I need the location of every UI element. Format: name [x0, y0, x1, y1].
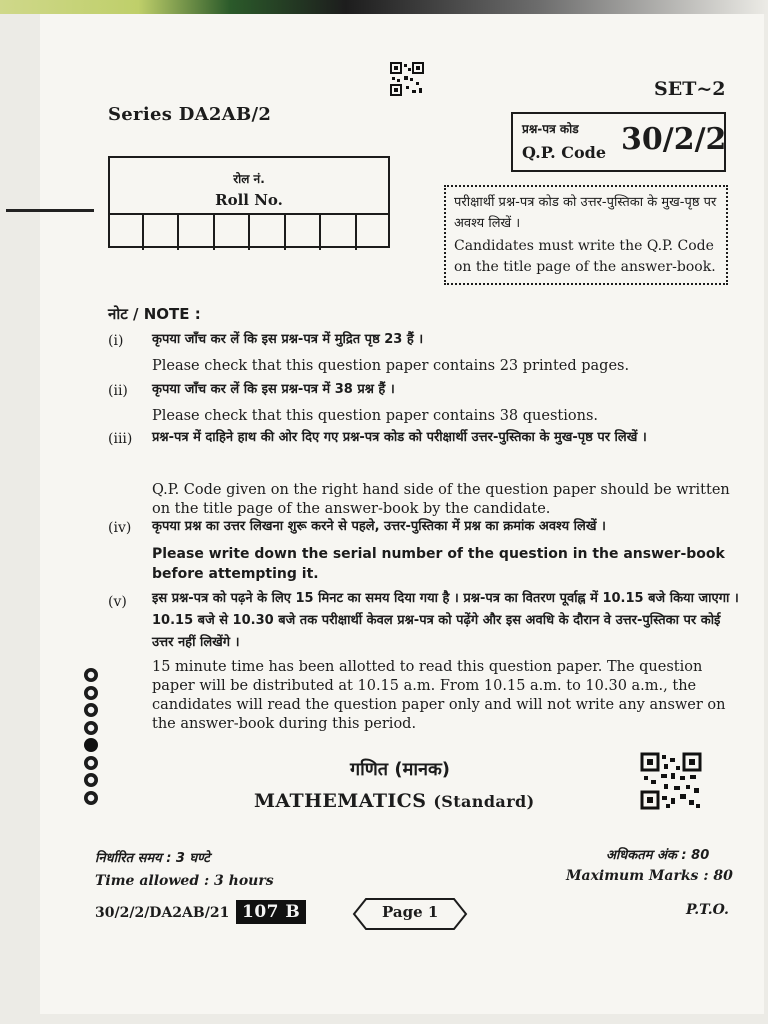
note-text-hindi: कृपया प्रश्न का उत्तर लिखना शुरू करने से पहले, उत्तर-पुस्तिका में प्रश्न का क्रमांक अवश्य लिखें ।: [152, 519, 606, 534]
note-text-hindi: इस प्रश्न-पत्र को पढ़ने के लिए 15 मिनट का समय दिया गया है । प्रश्न-पत्र का वितरण पूर्वाह्न में 10.15 बजे किया जाएगा । 10.15 बजे से 10.30 बजे तक परीक्षार्थी केवल प्रश्न-पत्र को पढ़ेंगे और इस अवधि के दौरान वे उत्तर-पुस्तिका पर कोई उत्तर नहीं लिखेंगे ।: [152, 591, 739, 650]
note-heading: नोट / NOTE :: [108, 305, 201, 323]
hole-icon: [84, 686, 98, 700]
subject-title: [254, 790, 535, 812]
roll-label-hindi: रोल नं.: [233, 172, 265, 186]
roll-number-box: [108, 156, 390, 248]
hole-icon: [84, 773, 98, 787]
hole-icon: [84, 703, 98, 717]
time-allowed: Time allowed : 3 hours: [95, 873, 274, 889]
note-number: (iv): [108, 520, 132, 536]
hole-icon: [84, 791, 98, 805]
maximum-marks: Maximum Marks : 80: [566, 868, 733, 884]
qp-code-label: Q.P. Code: [522, 143, 607, 162]
note-number: (v): [108, 594, 127, 610]
note-text-hindi: कृपया जाँच कर लें कि इस प्रश्न-पत्र में मुद्रित पृष्ठ 23 हैं ।: [152, 332, 424, 347]
subject-sub: (Standard): [433, 792, 535, 811]
series-label: Series DA2AB/2: [108, 104, 272, 125]
hole-icon: [84, 721, 98, 735]
instruction-hindi: परीक्षार्थी प्रश्न-पत्र कोड को उत्तर-पुस्तिका के मुख-पृष्ठ पर अवश्य लिखें ।: [454, 195, 717, 231]
roll-cell[interactable]: [250, 215, 286, 250]
roll-cell[interactable]: [215, 215, 251, 250]
note-text-english: 15 minute time has been allotted to read this question paper. The question paper will be distributed at 10.15 a.m. From 10.15 a.m. to 10.30 a.m., the candidates will read the question paper only and will not write any answer on the answer-book during this period.: [152, 659, 726, 732]
candidate-instruction-box: [444, 185, 728, 285]
note-text-hindi: कृपया जाँच कर लें कि इस प्रश्न-पत्र में 38 प्रश्न हैं ।: [152, 382, 395, 397]
hole-icon: [84, 738, 98, 752]
note-number: (ii): [108, 383, 128, 399]
subject-main: MATHEMATICS: [254, 790, 427, 812]
paper-code: 30/2/2/DA2AB/21: [95, 905, 230, 921]
photo-edge-strip: [0, 0, 768, 14]
paper-badge: 107 B: [236, 900, 306, 924]
time-allowed-hindi: निर्धारित समय : 3 घण्टे: [95, 851, 210, 866]
roll-cell[interactable]: [321, 215, 357, 250]
roll-number-cells: [108, 213, 390, 250]
qp-code-box: [511, 112, 726, 172]
page-number: Page 1: [382, 903, 439, 921]
qp-code-label-hindi: प्रश्न-पत्र कोड: [522, 122, 579, 136]
instruction-english: Candidates must write the Q.P. Code on the title page of the answer-book.: [454, 238, 716, 275]
hole-icon: [84, 668, 98, 682]
hole-icon: [84, 756, 98, 770]
roll-cell[interactable]: [286, 215, 322, 250]
qp-code-value: 30/2/2: [621, 122, 727, 157]
subject-title-hindi: गणित (मानक): [350, 759, 451, 780]
margin-line: [6, 209, 94, 212]
note-text-english: Please write down the serial number of the question in the answer-book before attempting it.: [152, 546, 725, 582]
note-text-english: Q.P. Code given on the right hand side of the question paper should be written on the title page of the answer-book by the candidate.: [152, 482, 730, 517]
note-text-english: Please check that this question paper contains 23 printed pages.: [152, 358, 630, 374]
qr-code-small-icon: [390, 62, 424, 96]
roll-cell[interactable]: [108, 215, 144, 250]
note-text-hindi: प्रश्न-पत्र में दाहिने हाथ की ओर दिए गए प्रश्न-पत्र कोड को परीक्षार्थी उत्तर-पुस्तिका के मुख-पृष्ठ पर लिखें ।: [152, 430, 647, 445]
maximum-marks-hindi: अधिकतम अंक : 80: [606, 848, 710, 863]
note-number: (i): [108, 333, 124, 349]
note-number: (iii): [108, 431, 133, 447]
set-label: SET~2: [654, 78, 726, 100]
binding-holes: [84, 668, 104, 808]
roll-cell[interactable]: [144, 215, 180, 250]
roll-cell[interactable]: [179, 215, 215, 250]
roll-cell[interactable]: [357, 215, 391, 250]
pto-label: P.T.O.: [686, 902, 729, 918]
roll-label: Roll No.: [215, 191, 283, 209]
qr-code-icon: [640, 752, 702, 810]
note-text-english: Please check that this question paper contains 38 questions.: [152, 408, 598, 424]
